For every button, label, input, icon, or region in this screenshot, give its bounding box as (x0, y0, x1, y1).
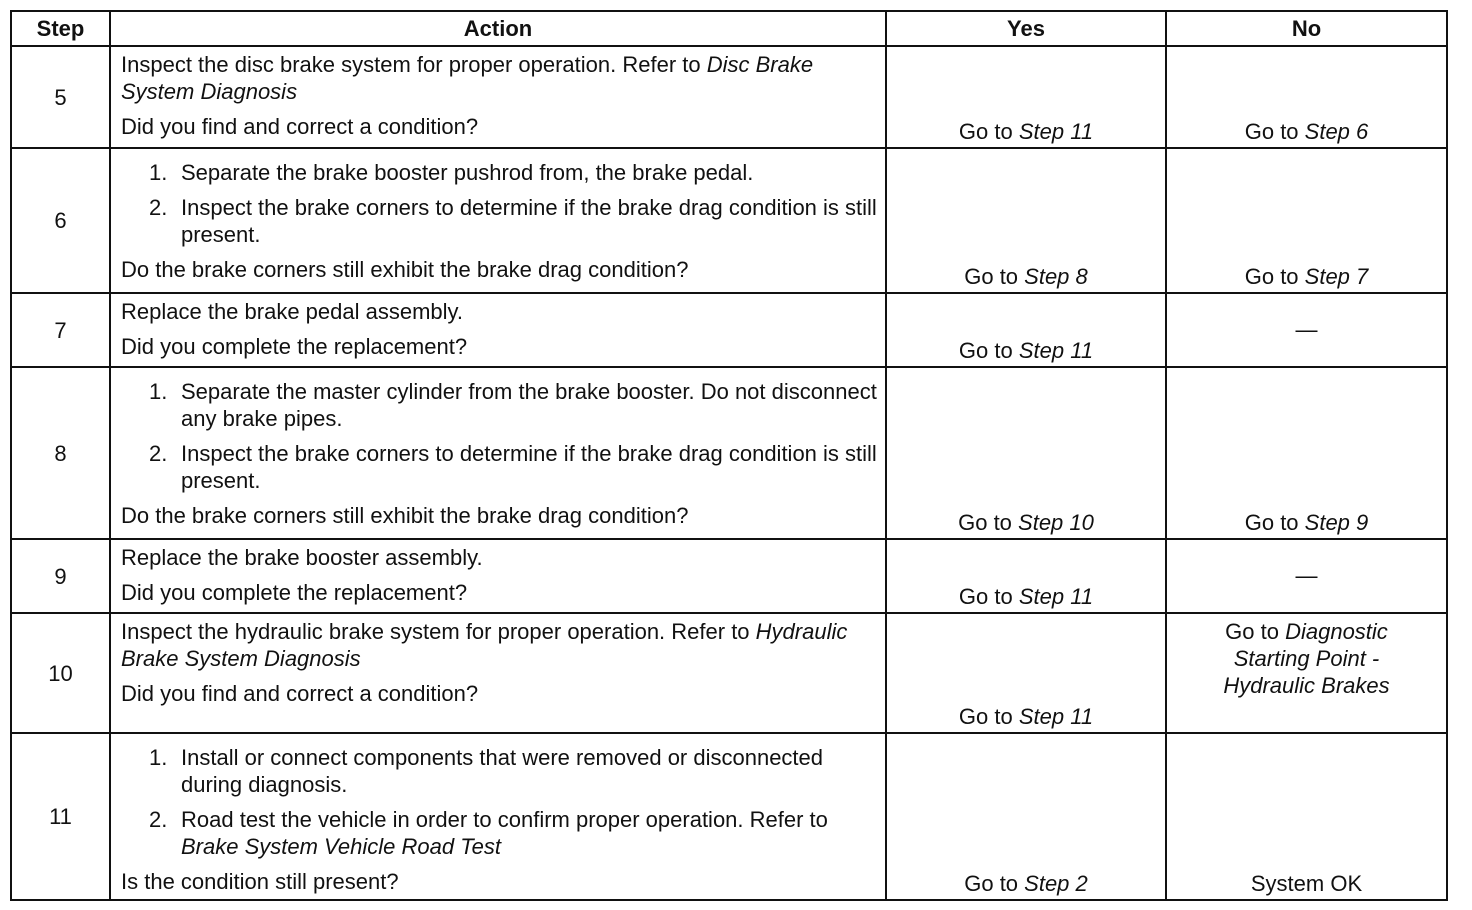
table-row (11, 613, 1447, 733)
no-diagnostic-link[interactable]: Diagnostic Starting Point - Hydraulic Brakes (1223, 619, 1390, 698)
header-yes: Yes (886, 11, 1166, 46)
header-action: Action (110, 11, 886, 46)
yes-step-link[interactable]: Step 2 (1024, 871, 1088, 896)
action-question: Do the brake corners still exhibit the brake drag condition? (121, 503, 689, 528)
table-row (11, 539, 1447, 613)
no-cell: System OK (1166, 733, 1447, 900)
action-question: Is the condition still present? (121, 869, 399, 894)
yes-step-link[interactable]: Step 11 (1018, 338, 1094, 363)
action-cell (110, 148, 886, 293)
action-steps (121, 744, 879, 860)
yes-prefix: Go to (958, 119, 1019, 144)
action-text: Replace the brake booster assembly. (121, 545, 483, 570)
table-row (11, 148, 1447, 293)
no-cell (1166, 613, 1447, 733)
table-row (11, 46, 1447, 148)
list-item: 2. Road test the vehicle in order to confirm proper operation. Refer to Brake System Vehicle Road Test (149, 807, 828, 859)
action-text: Inspect the disc brake system for proper operation. Refer to (121, 52, 707, 77)
step-number: 11 (11, 733, 110, 900)
yes-step-link[interactable]: Step 8 (1024, 264, 1088, 289)
no-prefix: Go to (1244, 264, 1305, 289)
step-number: 9 (11, 539, 110, 613)
action-cell (110, 46, 886, 148)
step-number: 8 (11, 367, 110, 539)
no-step-link[interactable]: Step 7 (1304, 264, 1369, 289)
action-question: Did you find and correct a condition? (121, 114, 479, 139)
no-prefix: Go to (1244, 510, 1305, 535)
list-item: 1. Separate the master cylinder from the brake booster. Do not disconnect any brake pipes. (149, 379, 877, 431)
no-cell: — (1166, 293, 1447, 367)
step-number: 6 (11, 148, 110, 293)
table-row (11, 293, 1447, 367)
action-cell (110, 367, 886, 539)
yes-cell (886, 148, 1166, 293)
no-cell: — (1166, 539, 1447, 613)
yes-step-link[interactable]: Step 11 (1018, 584, 1094, 609)
action-question: Did you complete the replacement? (121, 334, 468, 359)
yes-step-link[interactable]: Step 10 (1018, 510, 1094, 535)
no-step-link[interactable]: Step 6 (1304, 119, 1369, 144)
diagnostic-table (10, 10, 1448, 901)
no-cell (1166, 367, 1447, 539)
yes-cell (886, 367, 1166, 539)
yes-prefix: Go to (958, 338, 1019, 363)
no-prefix: Go to (1225, 619, 1286, 644)
list-item: 1. Install or connect components that were removed or disconnected during diagnosis. (149, 745, 824, 797)
yes-prefix: Go to (958, 510, 1019, 535)
yes-cell (886, 293, 1166, 367)
action-reference: Brake System Vehicle Road Test (181, 834, 501, 859)
table-row (11, 733, 1447, 900)
list-item: 1. Separate the brake booster pushrod from, the brake pedal. (149, 160, 754, 185)
action-cell (110, 539, 886, 613)
action-cell (110, 613, 886, 733)
step-number: 5 (11, 46, 110, 148)
list-item: 2. Inspect the brake corners to determine if the brake drag condition is still present. (149, 195, 877, 247)
yes-prefix: Go to (958, 584, 1019, 609)
no-cell (1166, 46, 1447, 148)
no-step-link[interactable]: Step 9 (1304, 510, 1369, 535)
action-steps (121, 378, 879, 494)
yes-prefix: Go to (964, 264, 1025, 289)
action-question: Did you find and correct a condition? (121, 681, 479, 706)
action-steps (121, 159, 879, 248)
header-step: Step (11, 11, 110, 46)
action-reference: Hydraulic Brake System Diagnosis (121, 619, 848, 671)
yes-prefix: Go to (958, 704, 1019, 729)
table-row (11, 367, 1447, 539)
step-number: 7 (11, 293, 110, 367)
yes-cell (886, 539, 1166, 613)
header-row (11, 11, 1447, 46)
yes-step-link[interactable]: Step 11 (1018, 119, 1094, 144)
no-prefix: Go to (1244, 119, 1305, 144)
action-reference: Disc Brake System Diagnosis (121, 52, 814, 104)
action-cell (110, 293, 886, 367)
action-question: Do the brake corners still exhibit the brake drag condition? (121, 257, 689, 282)
list-item: 2. Inspect the brake corners to determine if the brake drag condition is still present. (149, 441, 877, 493)
action-question: Did you complete the replacement? (121, 580, 468, 605)
yes-cell (886, 46, 1166, 148)
action-cell (110, 733, 886, 900)
yes-prefix: Go to (964, 871, 1025, 896)
action-text: Replace the brake pedal assembly. (121, 299, 464, 324)
header-no: No (1166, 11, 1447, 46)
yes-step-link[interactable]: Step 11 (1018, 704, 1094, 729)
yes-cell (886, 733, 1166, 900)
no-cell (1166, 148, 1447, 293)
yes-cell (886, 613, 1166, 733)
step-number: 10 (11, 613, 110, 733)
action-text: Inspect the hydraulic brake system for proper operation. Refer to (121, 619, 756, 644)
